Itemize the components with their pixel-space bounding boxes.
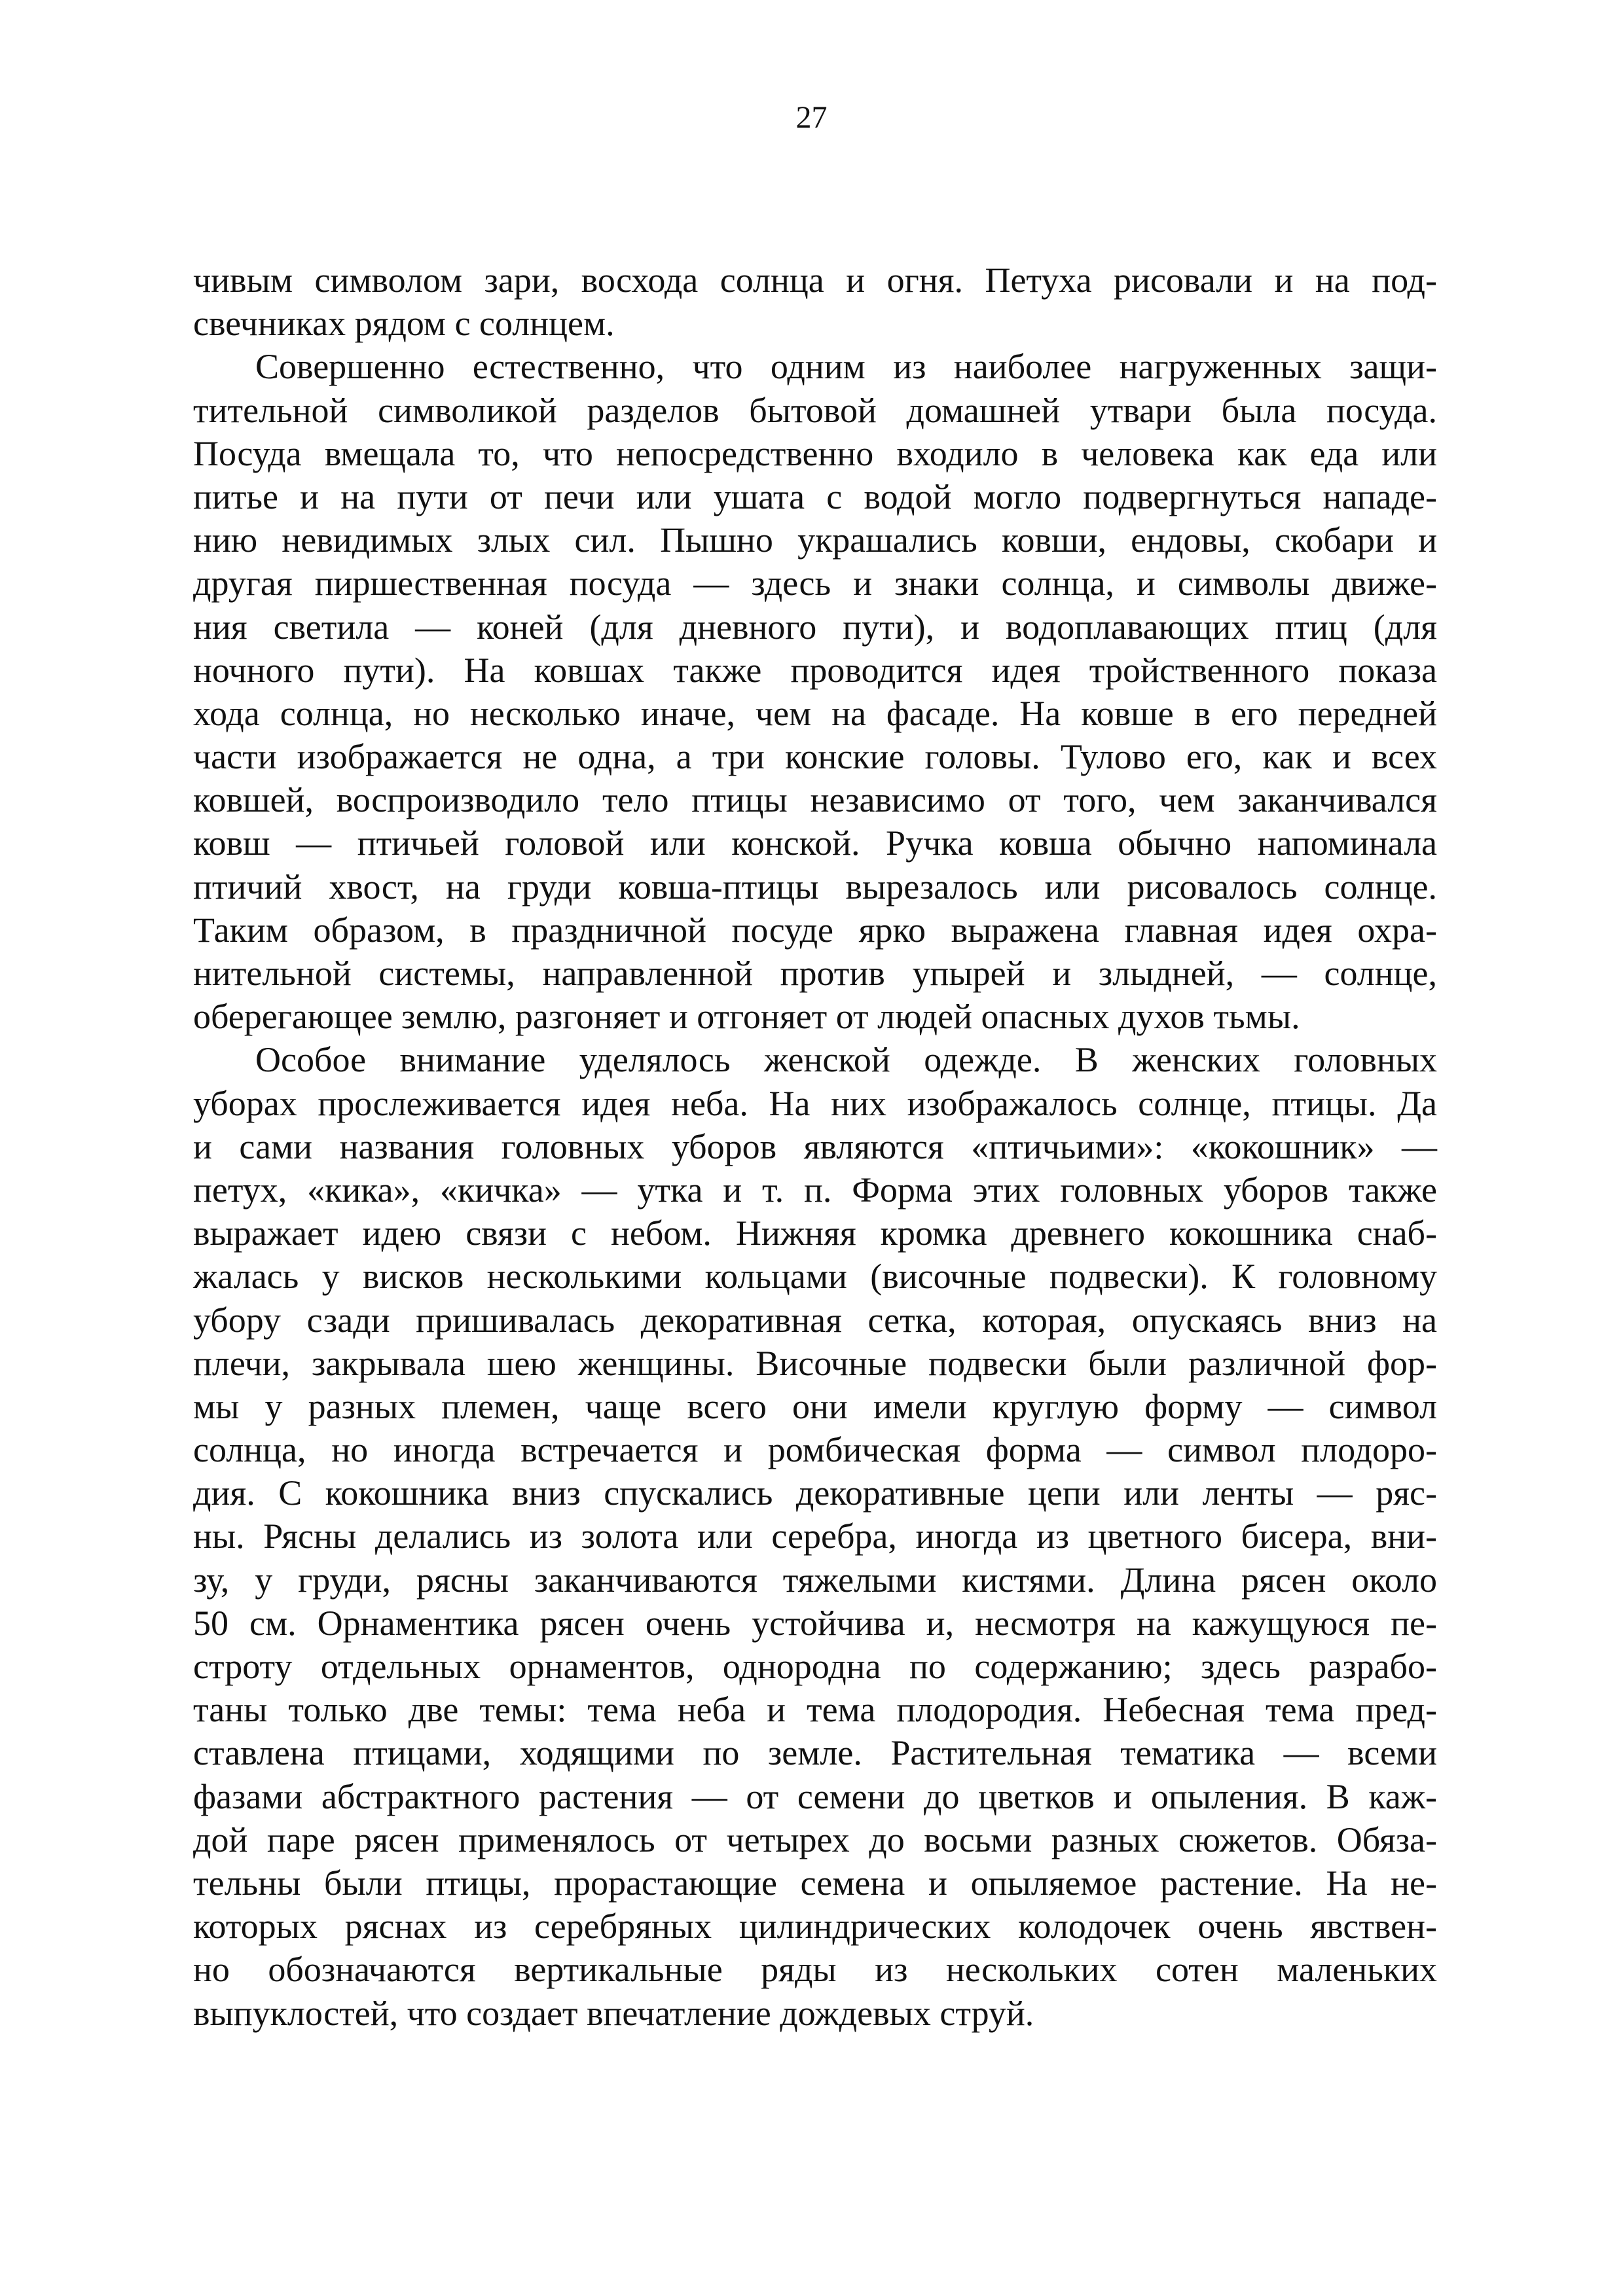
text-line: выпуклостей, что создает впечатление дождевых струй. [193,1993,1034,2033]
text-line: нию невидимых злых сил. Пышно украшались ковши, ендовы, скобари и [193,520,1437,560]
text-line: зу, у груди, рясны заканчиваются тяжелыми кистями. Длина рясен около [193,1560,1437,1600]
text-line: строту отдельных орнаментов, однородна по содержанию; здесь разрабо- [193,1647,1437,1686]
text-line: Таким образом, в праздничной посуде ярко выражена главная идея охра- [193,910,1437,950]
text-line: ночного пути). На ковшах также проводится идея тройственного показа [193,650,1437,690]
paragraph [193,1038,1437,2034]
text-line: части изображается не одна, а три конские головы. Тулово его, как и всех [193,737,1437,777]
paragraph [193,345,1437,1038]
text-line: ны. Рясны делались из золота или серебра, иногда из цветного бисера, вни- [193,1516,1437,1556]
body-text [193,259,1437,2035]
text-line: мы у разных племен, чаще всего они имели круглую форму — символ [193,1386,1437,1426]
text-line: солнца, но иногда встречается и ромбическая форма — символ плодоро- [193,1430,1437,1470]
text-line: чивым символом зари, восхода солнца и огня. Петуха рисовали и на под- [193,260,1437,300]
text-line: таны только две темы: тема неба и тема плодородия. Небесная тема пред- [193,1690,1437,1730]
text-line: дия. С кокошника вниз спускались декоративные цепи или ленты — ряс- [193,1473,1437,1513]
text-line: тельны были птицы, прорастающие семена и опыляемое растение. На не- [193,1863,1437,1903]
text-line: но обозначаются вертикальные ряды из нескольких сотен маленьких [193,1950,1437,1990]
text-line: свечниках рядом с солнцем. [193,304,615,344]
text-line: нительной системы, направленной против упырей и злыдней, — солнце, [193,954,1437,993]
page-number: 27 [795,100,828,135]
text-line: птичий хвост, на груди ковша-птицы вырезалось или рисовалось солнце. [193,867,1437,906]
text-line: жалась у висков несколькими кольцами (височные подвески). К головному [193,1257,1437,1297]
text-line: тительной символикой разделов бытовой домашней утвари была посуда. [193,390,1437,430]
text-line: которых ряснах из серебряных цилиндрических колодочек очень явствен- [193,1907,1437,1946]
text-line: хода солнца, но несколько иначе, чем на фасаде. На ковше в его передней [193,693,1437,733]
text-line: и сами названия головных уборов являются «птичьими»: «кокошник» — [193,1126,1437,1166]
text-line: фазами абстрактного растения — от семени до цветков и опыления. В каж- [193,1776,1437,1816]
text-line: ния светила — коней (для дневного пути), и водоплавающих птиц (для [193,607,1437,647]
text-line: уборах прослеживается идея неба. На них изображалось солнце, птицы. Да [193,1083,1437,1123]
text-line: убору сзади пришивалась декоративная сетка, которая, опускаясь вниз на [193,1300,1437,1340]
text-line: Посуда вмещала то, что непосредственно входило в человека как еда или [193,433,1437,473]
text-line: дой паре рясен применялось от четырех до восьми разных сюжетов. Обяза- [193,1820,1437,1859]
text-line: ковш — птичьей головой или конской. Ручка ковша обычно напоминала [193,823,1437,863]
text-line: 50 см. Орнаментика рясен очень устойчива и, несмотря на кажущуюся пе- [193,1603,1437,1643]
text-line: петух, «кика», «кичка» — утка и т. п. Форма этих головных уборов также [193,1170,1437,1210]
text-line: оберегающее землю, разгоняет и отгоняет от людей опасных духов тьмы. [193,997,1300,1037]
text-line: питье и на пути от печи или ушата с водой могло подвергнуться нападе- [193,476,1437,516]
text-line: Особое внимание уделялось женской одежде. В женских головных [255,1040,1437,1080]
text-line: ковшей, воспроизводило тело птицы независимо от того, чем заканчивался [193,780,1437,820]
text-line: плечи, закрывала шею женщины. Височные подвески были различной фор- [193,1343,1437,1383]
paragraph [193,259,1437,345]
text-line: другая пиршественная посуда — здесь и знаки солнца, и символы движе- [193,564,1437,603]
text-line: ставлена птицами, ходящими по земле. Растительная тематика — всеми [193,1733,1437,1773]
text-line: Совершенно естественно, что одним из наиболее нагруженных защи- [255,347,1437,387]
text-line: выражает идею связи с небом. Нижняя кромка древнего кокошника снаб- [193,1213,1437,1253]
